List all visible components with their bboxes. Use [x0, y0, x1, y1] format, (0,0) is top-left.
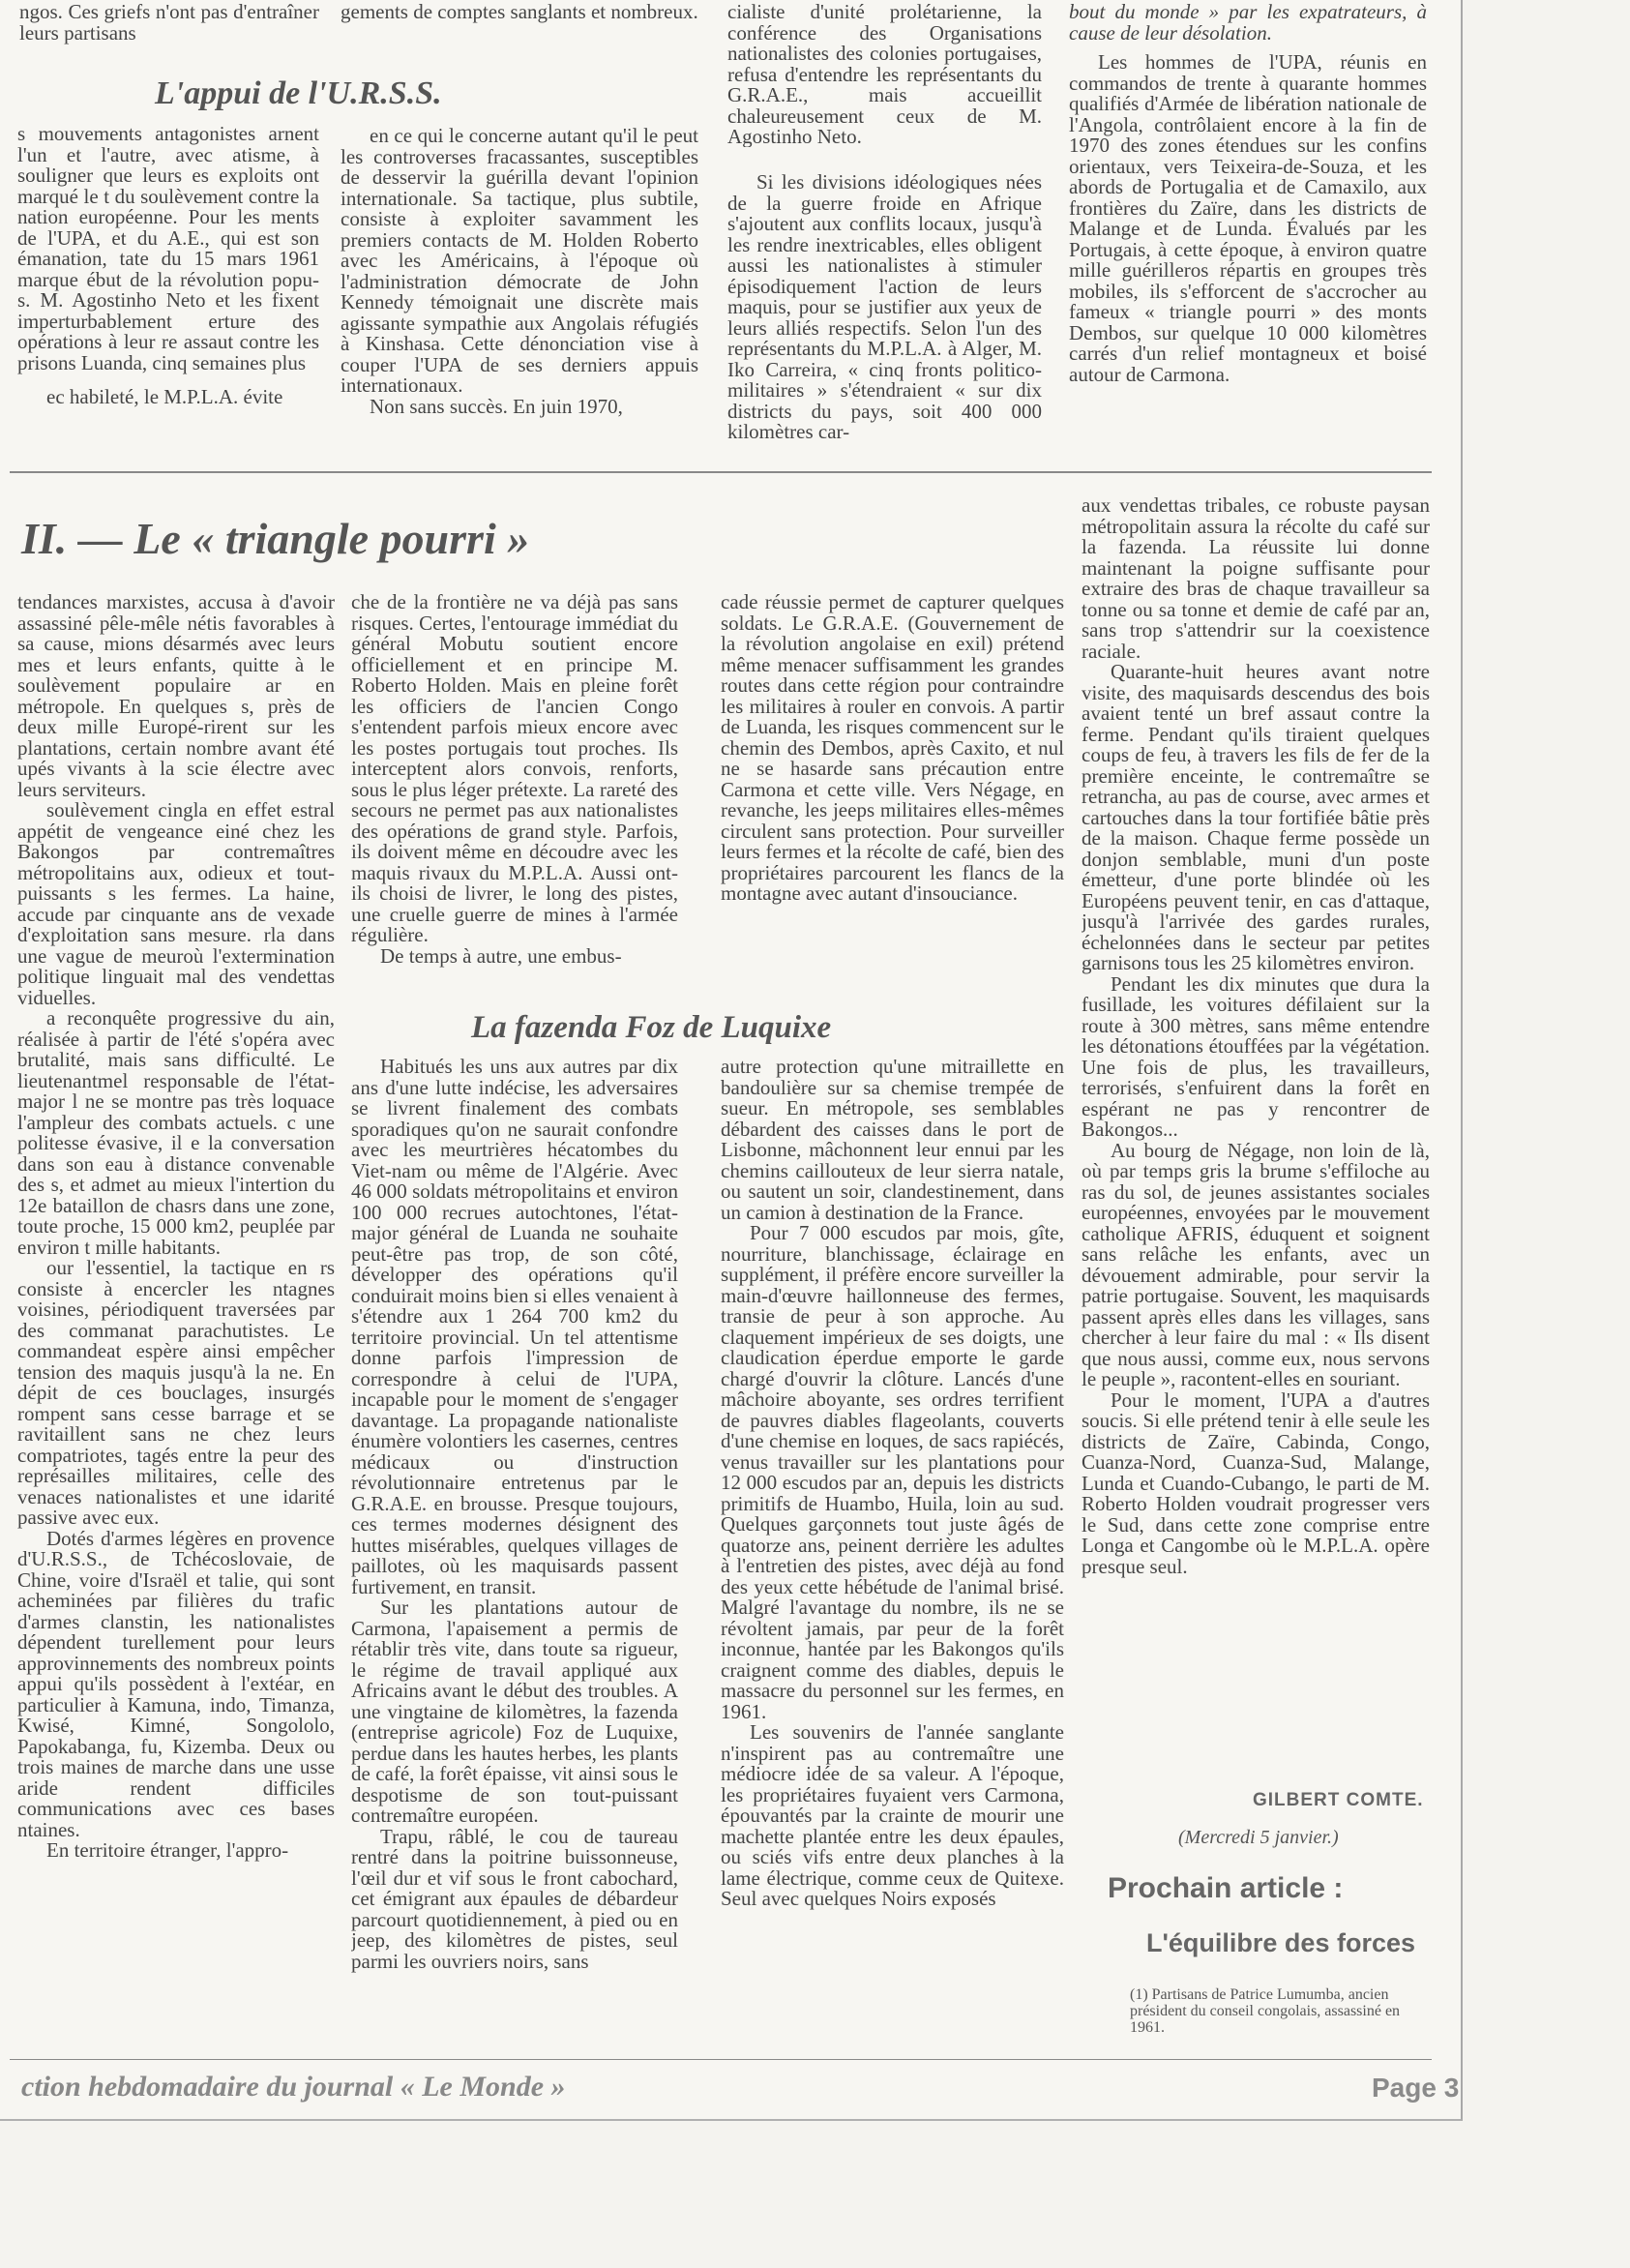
section-heading-urss: L'appui de l'U.R.S.S.	[155, 75, 442, 111]
page-number: Page 3	[1372, 2073, 1460, 2103]
section-heading-fazenda: La fazenda Foz de Luquixe	[471, 1010, 832, 1045]
next-article-label: Prochain article :	[1108, 1872, 1344, 1904]
top-fragment-col4: bout du monde » par les expatrateurs, à cause de leur désolation.	[1069, 2, 1427, 45]
footer-divider	[10, 2059, 1432, 2060]
upper-column-3: Si les divisions idéologiques nées de la guerre froide en Afrique s'ajoutent aux conflits locaux, jusqu'à les rendre inextricables, elles obligent aussi les nationalistes à stimuler épisodiquement l'action de leurs maquis, pour se justifier aux yeux de leurs alliés respectifs. Selon l'un des représentants du M.P.L.A. à Alger, M. Iko Carreira, « cinq fronts politico-militaires » s'étendraient « sur dix districts du pays, soit 400 000 kilomètres car-	[727, 172, 1042, 443]
dateline: (Mercredi 5 janvier.)	[1178, 1827, 1339, 1848]
upper-column-4: Les hommes de l'UPA, réunis en commandos de trente à quarante hommes qualifiés d'Armée de libération nationale de l'Angola, contrôlaient encore à la fin de 1970 des zones étendues sur les confins orientaux, vers Teixeira-de-Souza, et les abords de Portugalia et de Camaxilo, aux frontières du Zaïre, dans les districts de Malange et de Lunda. Évalués par les Portugais, à cette époque, à environ quatre mille guérilleros répartis en groupes très mobiles, ils s'efforcent de s'accrocher au fameux « triangle pourri » des monts Dembos, sur quelque 10 000 kilomètres carrés d'un relief montagneux et boisé autour de Carmona.	[1069, 52, 1427, 386]
top-fragment-col3: cialiste d'unité prolétarienne, la conférence des Organisations nationalistes des colonies portugaises, refusa d'entendre les représentants du G.R.A.E., mais accueillit chaleureusement ceux de M. Agostinho Neto.	[727, 2, 1042, 147]
lower-column-4: aux vendettas tribales, ce robuste paysan métropolitain assura la récolte du café sur la fazenda. La réussite lui donne maintenant la poigne suffisante pour extraire des bras de chaque travailleur sa tonne ou sa tonne et demie de café par an, sans trop s'attendrir sur la coexistence raciale. Quarante-huit heures avant notre visite, des maquisards descendus des bois avaient tenté un bref assaut contre la ferme. Pendant qu'ils tiraient quelques coups de feu, à travers les fils de fer de la première enceinte, le contremaître se retrancha, au pas de course, avec armes et cartouches dans la tour fortifiée bâtie près de la maison. Chaque ferme possède un donjon semblable, muni d'un poste émetteur, d'une porte blindée où les Européens peuvent tenir, en cas d'attaque, jusqu'à l'arrivée des gardes rurales, échelonnées dans le secteur par petites garnisons tous les 25 kilomètres environ. Pendant les dix minutes que dura la fusillade, les voitures défilaient sur la route à 300 mètres, sans même entendre les détonations étouffées par la végétation. Une fois de plus, les travailleurs, terrorisés, s'enfuirent dans la forêt en espérant ne pas y rencontrer de Bakongos... Au bourg de Négage, non loin de là, où par temps gris la brume s'effiloche au ras du sol, de jeunes assistantes sociales européennes, envoyées par le mouvement catholique AFRIS, éduquent et soignent sans relâche les enfants, avec un dévouement admirable, pour servir la patrie portugaise. Souvent, les maquisards passent après elles dans les villages, sans chercher à leur faire du mal : « Ils disent que nous aussi, comme eux, nous servons le peuple », racontent-elles en souriant. Pour le moment, l'UPA a d'autres soucis. Si elle prétend tenir à elle seule les districts de Zaïre, Cabinda, Congo, Cuanza-Nord, Cuanza-Sud, Malange, Lunda et Cuando-Cubango, le parti de M. Roberto Holden voudrait progresser vers le Sud, dans cette zone comprise entre Longa et Cangombe où le M.P.L.A. opère presque seul.	[1082, 495, 1430, 1578]
fazenda-column-2: Habitués les uns aux autres par dix ans d'une lutte indécise, les adversaires se livrent finalement des combats sporadiques qu'on ne saurait confondre avec les meurtrières hécatombes du Viet-nam ou même de l'Algérie. Avec 46 000 soldats métropolitains et environ 100 000 recrues autochtones, l'état-major général de Luanda ne souhaite peut-être pas trop, de son côté, développer des opérations qu'il conduirait moins bien si elles venaient à s'étendre aux 1 264 700 km2 du territoire provincial. Un tel attentisme donne parfois l'impression de correspondre à celui de l'UPA, incapable pour le moment de s'engager davantage. La propagande nationaliste énumère volontiers les casernes, centres médicaux ou d'instruction révolutionnaire entretenus par le G.R.A.E. en brousse. Presque toujours, ces termes modernes désignent des huttes misérables, quelques villages de paillotes, où les maquisards passent furtivement, en transit. Sur les plantations autour de Carmona, l'apaisement a permis de rétablir très vite, dans toute sa rigueur, le régime de travail appliqué aux Africains avant le début des troubles. A une vingtaine de kilomètres, la fazenda (entreprise agricole) Foz de Luquixe, perdue dans les hautes herbes, les plants de café, la forêt épaisse, vit ainsi sous le despotisme de son tout-puissant contremaître européen. Trapu, râblé, le cou de taureau rentré dans la poitrine buissonneuse, l'œil dur et vif sous le front cabochard, cet émigrant aux épaules de débardeur parcourt quotidiennement, à pied ou en jeep, des kilomètres de pistes, seul parmi les ouvriers noirs, sans	[351, 1057, 678, 1973]
footer-edition: ction hebdomadaire du journal « Le Monde »	[21, 2071, 566, 2103]
lower-column-3: cade réussie permet de capturer quelques soldats. Le G.R.A.E. (Gouvernement de la révolution angolaise en exil) prétend même menacer suffisamment les grandes routes dans cette région pour contraindre les militaires à rouler en convois. A partir de Luanda, les risques commencent sur le chemin des Dembos, après Caxito, et nul ne se hasarde sans précaution entre Carmona et cette ville. Vers Négage, en revanche, les jeeps militaires elles-mêmes circulent sans protection. Pour surveiller leurs fermes et la récolte de café, bien des propriétaires parcourent les flancs de la montagne avec autant d'insouciance.	[721, 592, 1064, 905]
lower-column-2: che de la frontière ne va déjà pas sans risques. Certes, l'entourage immédiat du général Mobutu soutient encore officiellement et en principe M. Roberto Holden. Mais en pleine forêt les officiers de l'ancien Congo s'entendent parfois mieux encore avec les postes portugais tout proches. Ils interceptent alors convois, renforts, sous le plus léger prétexte. La rareté des secours ne permet pas aux nationalistes des opérations de grand style. Parfois, ils doivent même en découdre avec les maquis rivaux du M.P.L.A. Aussi ont-ils choisi de livrer, le long des pistes, une cruelle guerre de mines à l'armée régulière. De temps à autre, une embus-	[351, 592, 678, 968]
next-article-title: L'équilibre des forces	[1146, 1928, 1416, 1957]
footnote: (1) Partisans de Patrice Lumumba, ancien président du conseil congolais, assassiné en 1961.	[1130, 1986, 1401, 2036]
top-fragment-col1: ngos. Ces griefs n'ont pas d'entraîner leurs partisans	[19, 2, 319, 45]
section-divider	[10, 471, 1432, 473]
lower-column-1: tendances marxistes, accusa à d'avoir assassiné pêle-mêle nétis favorables à sa cause, mions désarmés avec leurs mes et leurs enfants, quitte à le soulèvement populaire ar en métropole. En quelques s, près de deux mille Europé-rirent sur les plantations, certain nombre avant été upés vivants à la scie électre avec leurs serviteurs. soulèvement cingla en effet estral appétit de vengeance einé chez les Bakongos par contremaîtres métropolitains aux, odieux et tout-puissants s les fermes. La haine, accude par cinquante ans de vexade d'exploitation sans mesure. rla dans une vague de meuroù l'extermination politique linguait mal des vendettas viduelles. a reconquête progressive du ain, réalisée à partir de l'été s'opéra avec brutalité, mais sans difficulté. Le lieutenantmel responsable de l'état-major l ne se montre pas très loquace l'ampleur des combats actuels. c une politesse évasive, il e la conversation dans son eau à distance convenable des s, et admet au mieux l'intertion du 12e bataillon de chasrs dans une zone, toute proche, 15 000 km2, peuplée par environ t mille habitants. our l'essentiel, la tactique en rs consiste à encercler les ntagnes voisines, périodiquent traversées par des commanat parachutistes. Le commandeat espère ainsi empêcher tension des maquis jusqu'à la ne. En dépit de ces bouclages, insurgés rompent sans cesse barrage et se ravitaillent sans ne chez leurs compatriotes, tagés entre la peur des représailles militaires, celle des venaces nationalistes et une idarité passive avec eux. Dotés d'armes légères en provence d'U.R.S.S., de Tchécoslovaie, de Chine, voire d'Israël et talie, qui sont acheminées par filières du trafic d'armes clanstin, les nationalistes dépendent turellement pour leurs approvinnements des nombreux points appui qu'ils possèdent à l'extéar, en particulier à Kamuna, indo, Timanza, Kwisé, Kimné, Songololo, Papokabanga, fu, Kizemba. Deux ou trois maines de marche dans une usse aride rendent difficiles communications avec ces bases ntaines. En territoire étranger, l'appro-	[17, 592, 335, 1862]
author-signature: GILBERT COMTE.	[1253, 1790, 1424, 1810]
top-fragment-col2: gements de comptes sanglants et nombreux.	[341, 2, 698, 23]
upper-column-1: s mouvements antagonistes arnent l'un et l'autre, avec atisme, à souligner que leurs es exploits ont marqué le t du soulèvement contre la nation européenne. Pour les ments de l'UPA, et du A.E., qui est son émanation, tate du 15 mars 1961 marque ébut de la révolution popu- s. M. Agostinho Neto et les fixent imperturbablement erture des opérations à leur re assaut contre les prisons Luanda, cinq semaines plus ec habileté, le M.P.L.A. évite	[17, 124, 319, 408]
section-heading-triangle: II. — Le « triangle pourri »	[21, 514, 530, 563]
fazenda-column-3: autre protection qu'une mitraillette en bandoulière sur sa chemise trempée de sueur. En métropole, ses semblables débardent des caisses dans le port de Lisbonne, mâchonnent leur ennui par les chemins caillouteux de leur sierra natale, ou sautent un soir, clandestinement, dans un camion à destination de la France. Pour 7 000 escudos par mois, gîte, nourriture, blanchissage, éclairage en supplément, il préfère encore surveiller la main-d'œuvre haillonneuse des fermes, transie de peur à son approche. Au claquement impérieux de ses doigts, une claudication éperdue emporte le garde chargé d'ouvrir la clôture. Lancés d'une mâchoire aboyante, ses ordres terrifient de pauvres diables flageolants, couverts d'une chemise en loques, de sacs rapiécés, venus travailler sur les plantations pour 12 000 escudos par an, depuis les districts primitifs de Huambo, Huila, loin au sud. Quelques garçonnets tout juste âgés de quatorze ans, peinent derrière les adultes à l'entretien des pistes, avec déjà au fond des yeux cette hébétude de l'animal brisé. Malgré l'avantage du nombre, ils ne se révoltent jamais, par peur de la forêt inconnue, hantée par les Bakongos qu'ils craignent comme des diables, depuis le massacre du personnel sur les fermes, en 1961. Les souvenirs de l'année sanglante n'inspirent pas au contremaître une médiocre idée de sa valeur. A l'époque, les propriétaires fuyaient vers Carmona, épouvantés par la crainte de mourir une machette plantée entre les deux épaules, ou sciés vifs entre deux planches à la lame électrique, comme ceux de Quitexe. Seul avec quelques Noirs exposés	[721, 1057, 1064, 1910]
upper-column-2: en ce qui le concerne autant qu'il le peut les controverses fracassantes, susceptibles de desservir la guérilla devant l'opinion internationale. Sa tactique, plus subtile, consiste à exploiter savamment les premiers contacts de M. Holden Roberto avec les Américains, à l'époque où l'administration démocrate de John Kennedy témoignait une discrète mais agissante sympathie aux Angolais réfugiés à Kinshasa. Cette dénonciation vise à couper l'UPA de ses derniers appuis internationaux. Non sans succès. En juin 1970,	[341, 126, 698, 418]
